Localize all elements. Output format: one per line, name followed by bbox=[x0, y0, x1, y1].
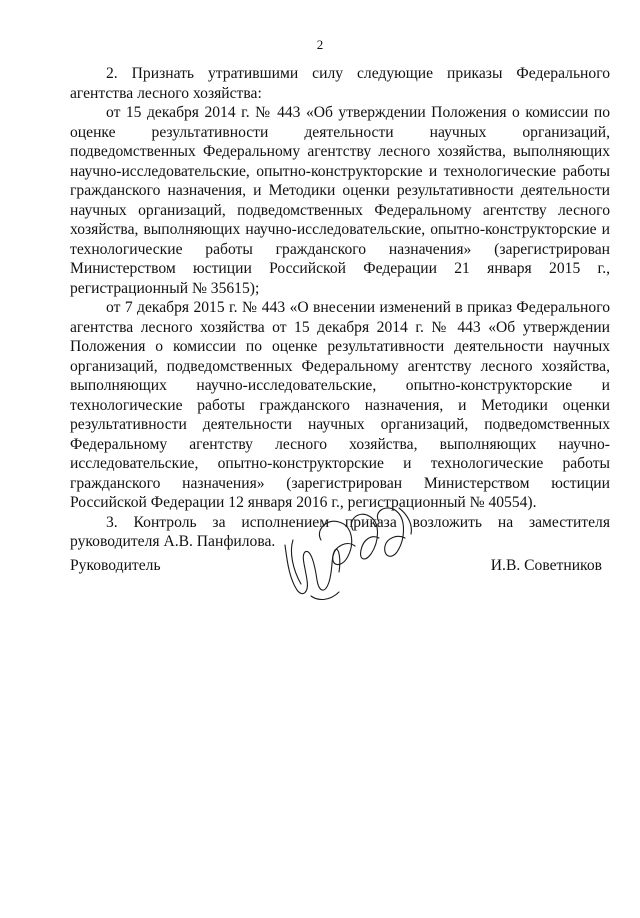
signatory-title: Руководитель bbox=[70, 557, 161, 574]
document-body bbox=[70, 64, 610, 552]
page-number: 2 bbox=[316, 37, 324, 52]
paragraph-revoke-orders: 2. Признать утратившими силу следующие приказы Федерального агентства лесного хозяйства: bbox=[70, 65, 610, 102]
paragraph-order-2014: от 15 декабря 2014 г. № 443 «Об утверждении Положения о комиссии по оценке результативности деятельности научных организаций, подведомственных Федеральному агентству лесного хозяйства, выполняющих научно-исследовательские, опытно-конструкторские и технологические работы гражданского назначения, и Методики оценки результативности деятельности научных организаций, подведомственных Федеральному агентству лесного хозяйства, выполняющих научно-исследовательские, опытно-конструкторские и технологические работы гражданского назначения» (зарегистрирован Министерством юстиции Российской Федерации 21 января 2015 г., регистрационный № 35615); bbox=[70, 104, 610, 297]
paragraph-control: 3. Контроль за исполнением приказа возложить на заместителя руководителя А.В. Панфилова. bbox=[70, 513, 610, 550]
signatory-name: И.В. Советников bbox=[490, 557, 602, 574]
paragraph-order-2015: от 7 декабря 2015 г. № 443 «О внесении изменений в приказ Федерального агентства лесного хозяйства от 15 декабря 2014 г. № 443 «Об утверждении Положения о комиссии по оценке результативности деятельности научных организаций, подведомственных Федеральному агентству лесного хозяйства, выполняющих научно-исследовательские, опытно-конструкторские и технологические работы гражданского назначения, и Методики оценки результативности деятельности научных организаций, подведомственных Федеральному агентству лесного хозяйства, выполняющих научно-исследовательские, опытно-конструкторские и технологические работы гражданского назначения» (зарегистрирован Министерством юстиции Российской Федерации 12 января 2016 г., регистрационный № 40554). bbox=[70, 299, 610, 511]
handwritten-signature-icon bbox=[275, 500, 425, 610]
